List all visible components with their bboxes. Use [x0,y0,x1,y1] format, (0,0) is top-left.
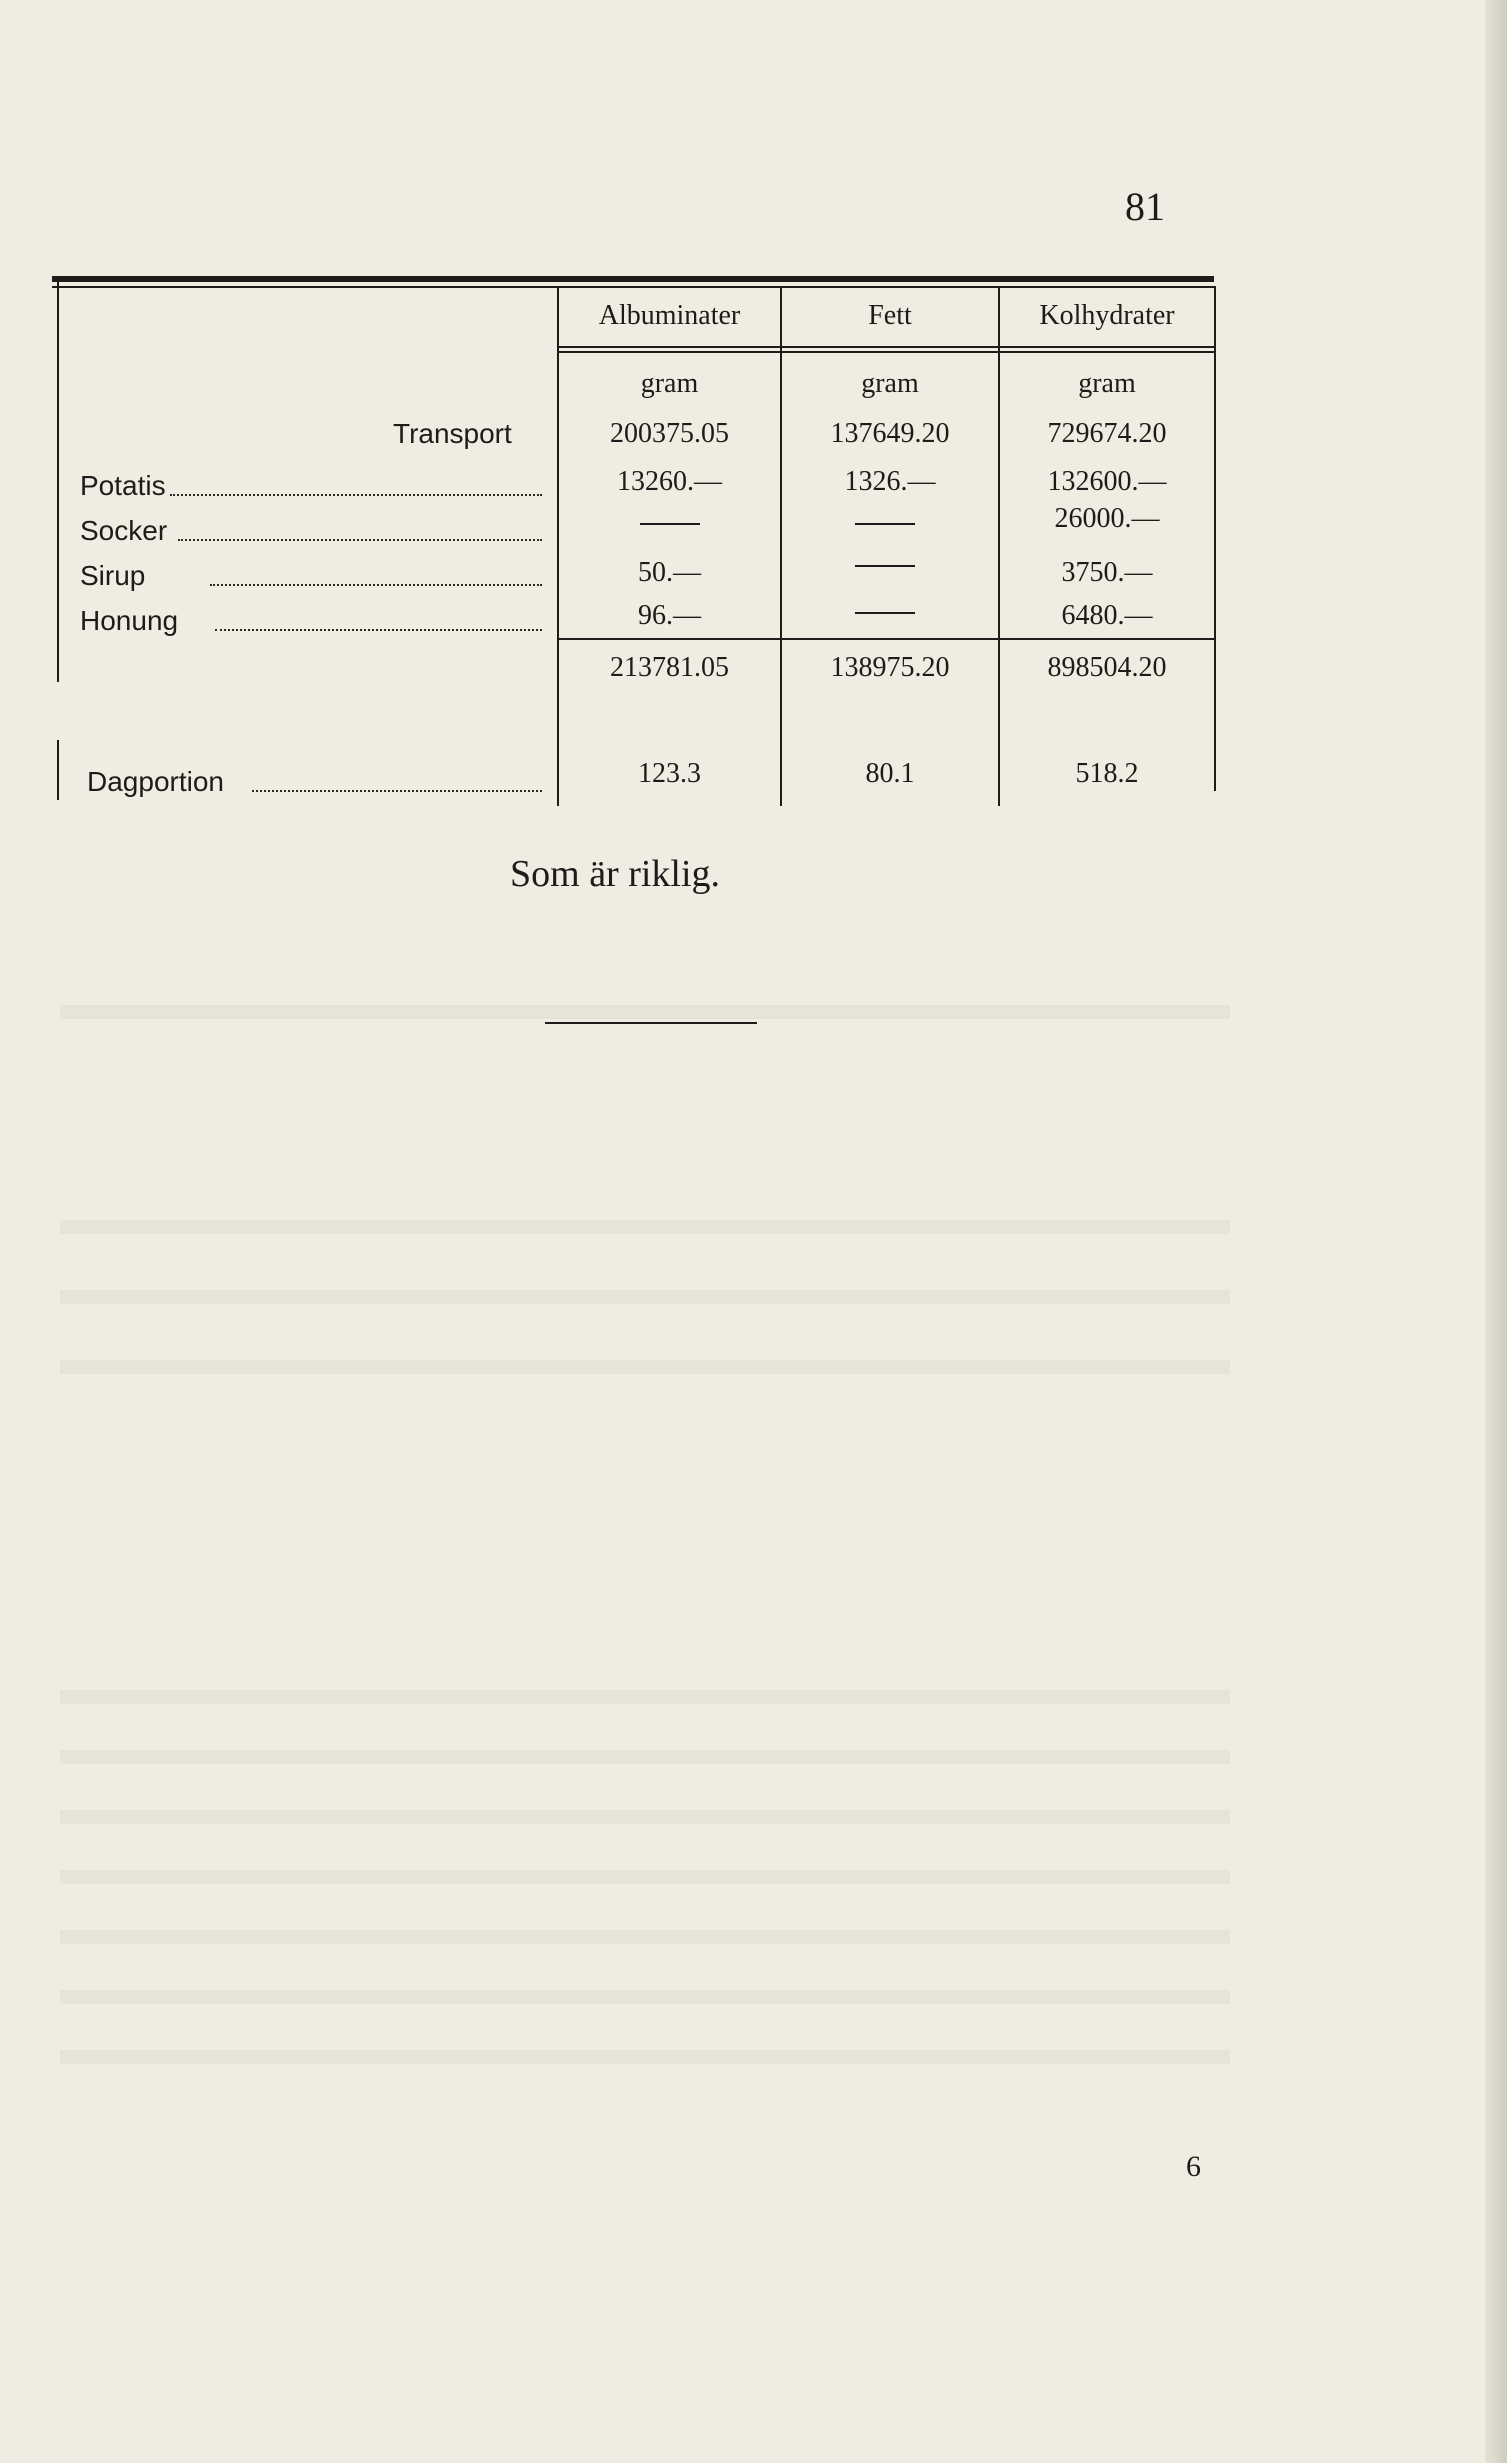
empty-dash [855,523,915,525]
total-cell: 138975.20 [830,652,950,683]
value-cell: 137649.20 [830,418,950,449]
table-left-border [57,740,59,800]
table-left-border [57,282,59,682]
column-divider [780,286,782,806]
header-rule [557,351,1214,353]
leader-dots [252,790,542,792]
signature-number: 6 [1186,2150,1201,2183]
page-number: 81 [1125,184,1165,229]
bleed-through [60,1690,1230,1704]
section-separator [545,1022,757,1024]
col-header-albuminater: Albuminater [598,300,741,331]
value-cell: 123.3 [638,758,701,789]
leader-dots [178,539,542,541]
col-header-kolhydrater: Kolhydrater [1039,300,1175,331]
bleed-through [60,1930,1230,1944]
bleed-through [60,1810,1230,1824]
table-top-rule-thin [52,286,1214,288]
row-label-honung: Honung [80,605,179,636]
empty-dash [855,612,915,614]
value-cell: 3750.— [1061,557,1153,588]
leader-dots [215,629,542,631]
bleed-through [60,1220,1230,1234]
column-divider [998,286,1000,806]
value-cell: 518.2 [1075,758,1139,789]
unit-label: gram [861,368,919,399]
row-label-potatis: Potatis [80,470,166,501]
total-cell: 898504.20 [1047,652,1167,683]
row-label-sirup: Sirup [80,560,146,591]
unit-label: gram [640,368,699,399]
table-right-border [1214,286,1216,791]
header-rule [557,346,1214,348]
empty-dash [855,565,915,567]
bleed-through [60,1360,1230,1374]
value-cell: 6480.— [1061,600,1153,631]
caption: Som är riklig. [510,853,721,895]
table-top-rule [52,276,1214,282]
column-divider [557,286,559,806]
leader-dots [210,584,542,586]
bleed-through [60,1870,1230,1884]
value-cell: 13260.— [617,466,722,497]
empty-dash [640,523,700,525]
value-cell: 26000.— [1054,503,1160,534]
value-cell: 729674.20 [1047,418,1167,449]
bleed-through [60,1005,1230,1019]
row-label-socker: Socker [80,515,168,546]
bleed-through [60,2050,1230,2064]
bleed-through [60,1290,1230,1304]
value-cell: 1326.— [844,466,936,497]
col-header-fett: Fett [868,300,912,331]
page-edge [1485,0,1507,2463]
row-label-transport: Transport [393,418,512,449]
value-cell: 200375.05 [610,418,729,449]
unit-label: gram [1078,368,1136,399]
leader-dots [170,494,542,496]
bleed-through [60,1990,1230,2004]
totals-rule [557,638,1214,640]
total-cell: 213781.05 [610,652,729,683]
bleed-through [60,1750,1230,1764]
value-cell: 80.1 [865,758,915,789]
row-label-dagportion: Dagportion [87,766,224,797]
value-cell: 50.— [638,557,701,588]
value-cell: 96.— [638,600,701,631]
value-cell: 132600.— [1047,466,1167,497]
